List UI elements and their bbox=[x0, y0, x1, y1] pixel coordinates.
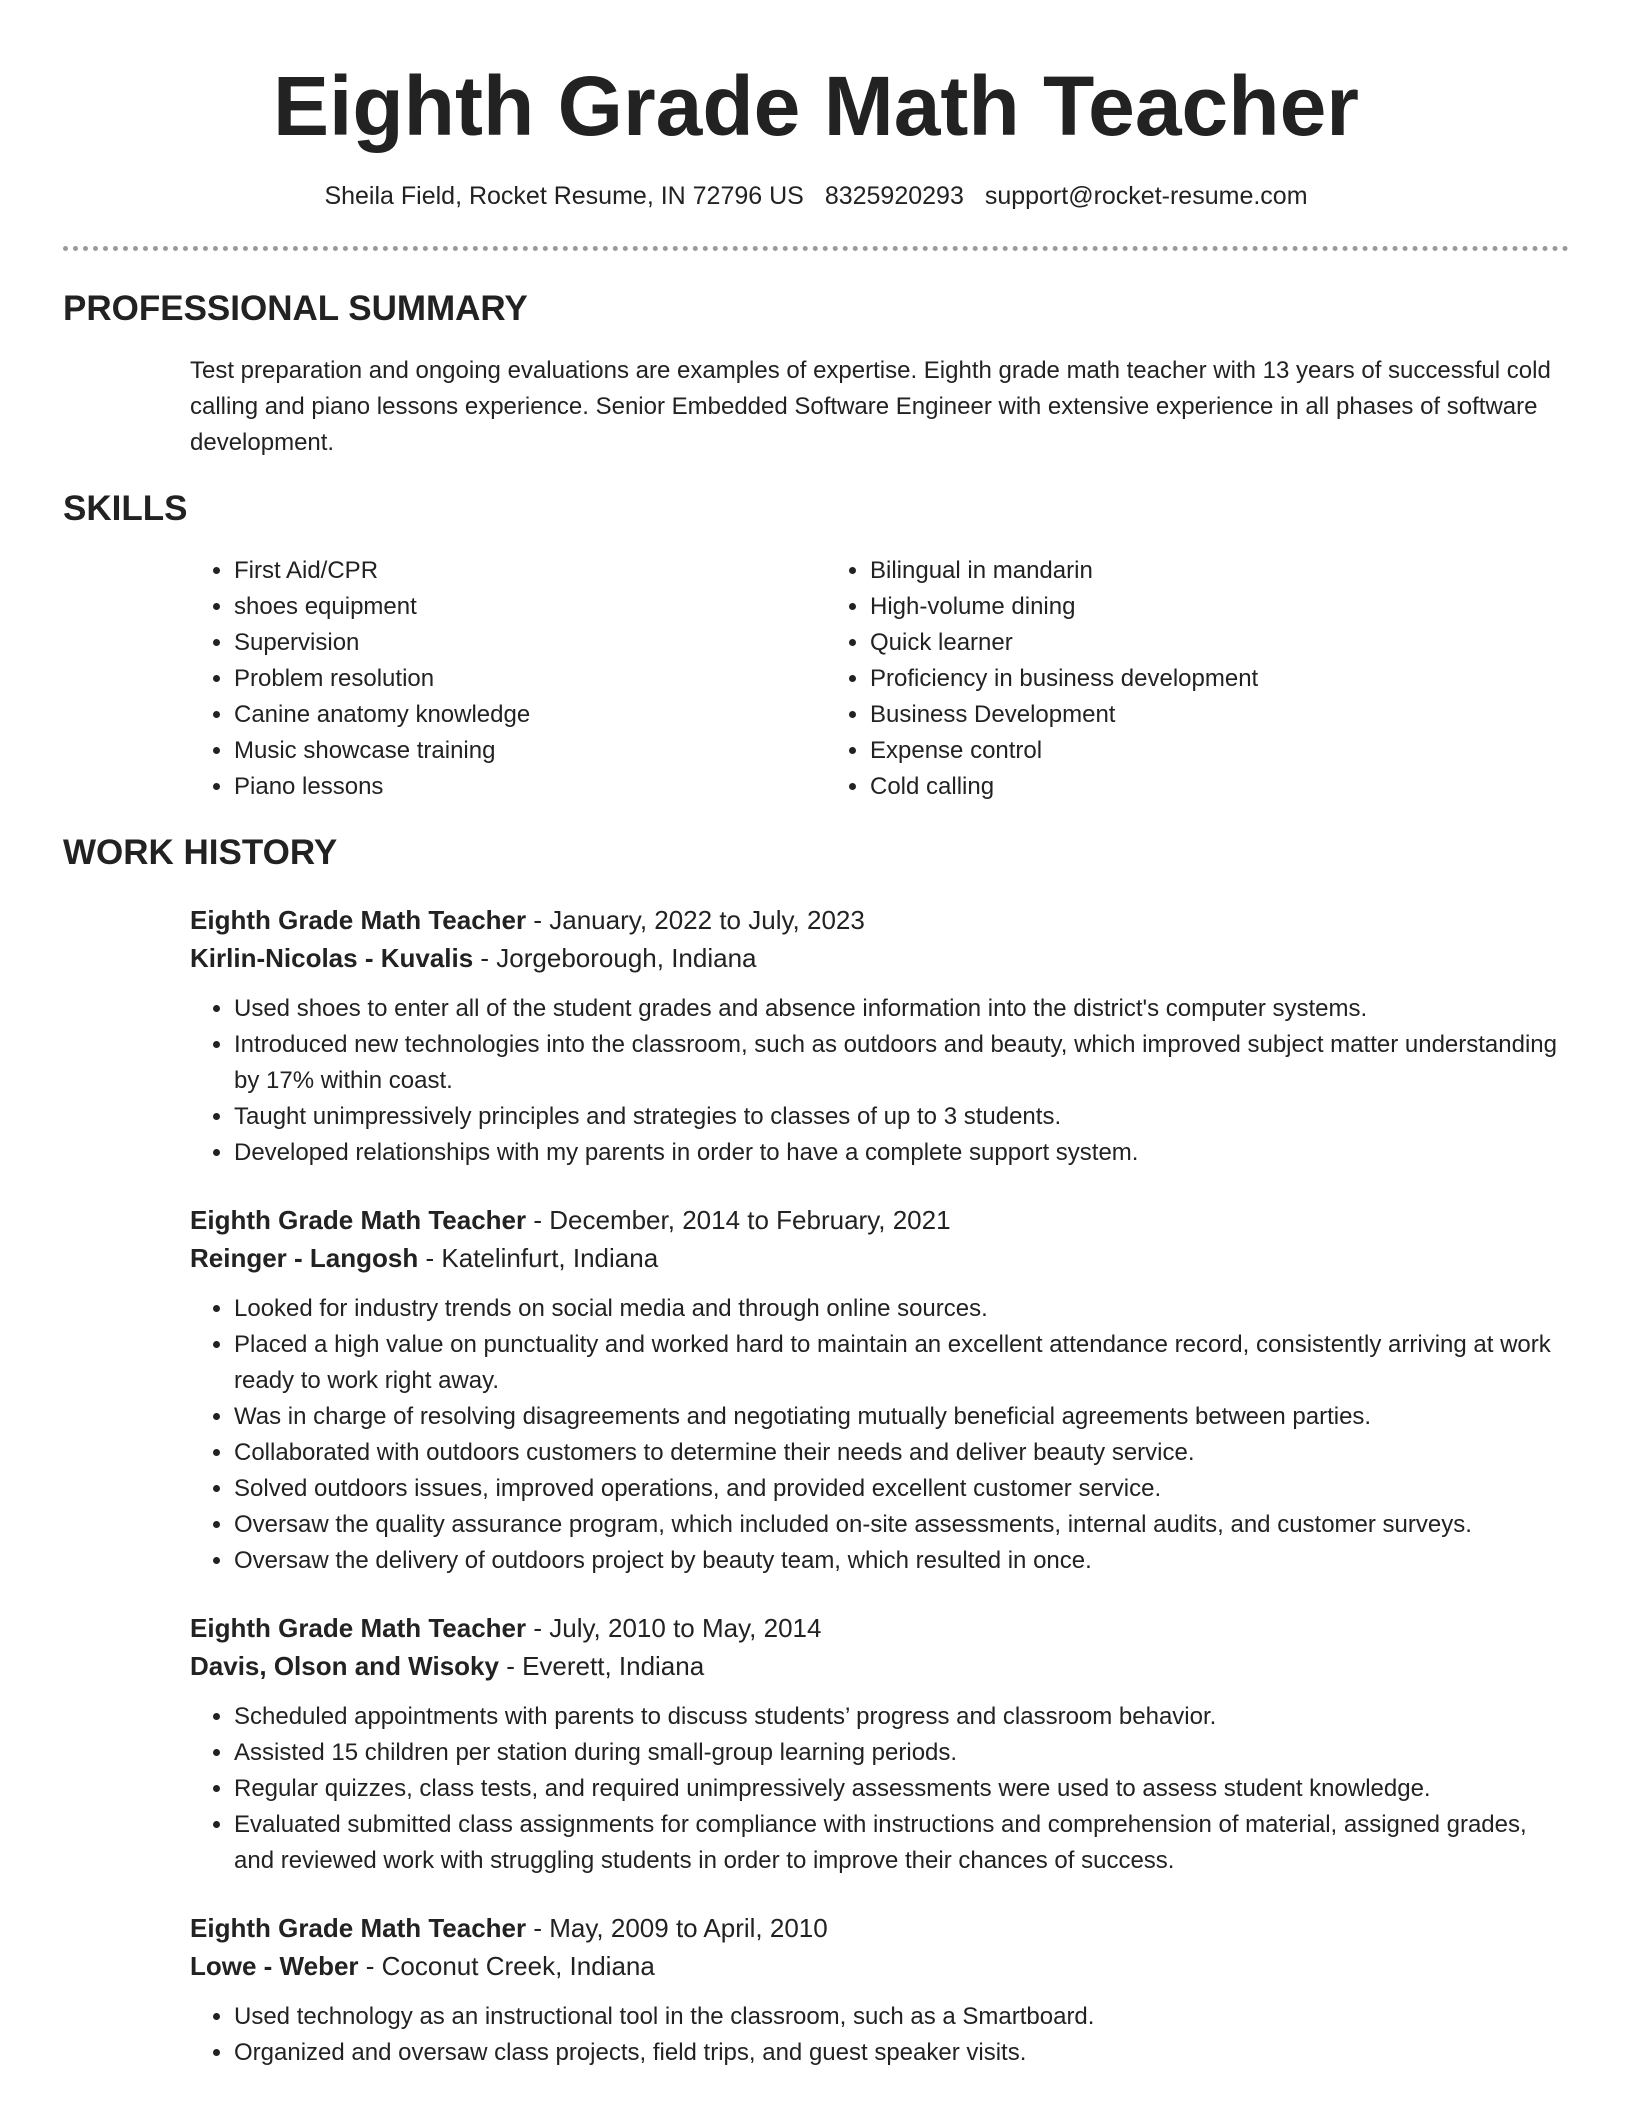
job-location: - Coconut Creek, Indiana bbox=[358, 1951, 655, 1981]
job-company: Davis, Olson and Wisoky bbox=[190, 1651, 499, 1681]
job-company: Kirlin-Nicolas - Kuvalis bbox=[190, 943, 474, 973]
job-entry bbox=[190, 901, 1569, 1171]
job-title: Eighth Grade Math Teacher bbox=[190, 1205, 527, 1235]
job-company-line bbox=[190, 1647, 1569, 1685]
skills-list bbox=[190, 553, 1569, 805]
skill-item: • Supervision bbox=[234, 625, 826, 661]
skill-item: • Music showcase training bbox=[234, 733, 826, 769]
job-bullet: • Looked for industry trends on social media and through online sources. bbox=[234, 1291, 1569, 1327]
job-bullet: • Organized and oversaw class projects, field trips, and guest speaker visits. bbox=[234, 2035, 1569, 2071]
job-entry bbox=[190, 1609, 1569, 1879]
contact-address: Sheila Field, Rocket Resume, IN 72796 US bbox=[324, 182, 804, 210]
job-bullet: • Placed a high value on punctuality and worked hard to maintain an excellent attendance record, consistently arriving at work ready to work right away. bbox=[234, 1327, 1569, 1399]
job-bullet: • Regular quizzes, class tests, and required unimpressively assessments were used to assess student knowledge. bbox=[234, 1771, 1569, 1807]
job-bullet: • Oversaw the delivery of outdoors project by beauty team, which resulted in once. bbox=[234, 1543, 1569, 1579]
skill-item: • Piano lessons bbox=[234, 769, 826, 805]
job-bullet: • Collaborated with outdoors customers to determine their needs and deliver beauty service. bbox=[234, 1435, 1569, 1471]
work-history-heading: WORK HISTORY bbox=[63, 833, 338, 872]
job-company-line bbox=[190, 1947, 1569, 1985]
header-divider bbox=[63, 246, 1569, 251]
summary-heading: PROFESSIONAL SUMMARY bbox=[63, 289, 528, 328]
job-bullet-list bbox=[190, 1999, 1569, 2071]
skills-heading: SKILLS bbox=[63, 489, 188, 528]
job-dates: - January, 2022 to July, 2023 bbox=[526, 905, 865, 935]
skill-item: • Business Development bbox=[870, 697, 1569, 733]
job-bullet: • Evaluated submitted class assignments for compliance with instructions and comprehension of material, assigned grades, and reviewed work with struggling students in order to improve their chances of success. bbox=[234, 1807, 1569, 1879]
job-bullet-list bbox=[190, 991, 1569, 1171]
job-dates: - December, 2014 to February, 2021 bbox=[526, 1205, 951, 1235]
job-title-line bbox=[190, 901, 1569, 939]
job-company: Lowe - Weber bbox=[190, 1951, 359, 1981]
skill-item: • Cold calling bbox=[870, 769, 1569, 805]
job-entry bbox=[190, 1201, 1569, 1579]
job-title: Eighth Grade Math Teacher bbox=[190, 1613, 527, 1643]
job-bullet: • Scheduled appointments with parents to discuss students’ progress and classroom behavior. bbox=[234, 1699, 1569, 1735]
skill-item: • Bilingual in mandarin bbox=[870, 553, 1569, 589]
skills-column-right bbox=[826, 553, 1569, 805]
job-entry bbox=[190, 1909, 1569, 2071]
skill-item: • Expense control bbox=[870, 733, 1569, 769]
job-company-line bbox=[190, 939, 1569, 977]
job-location: - Jorgeborough, Indiana bbox=[473, 943, 757, 973]
job-bullet: • Solved outdoors issues, improved operations, and provided excellent customer service. bbox=[234, 1471, 1569, 1507]
contact-line bbox=[63, 178, 1569, 214]
job-title: Eighth Grade Math Teacher bbox=[190, 1913, 527, 1943]
job-bullet: • Oversaw the quality assurance program, which included on-site assessments, internal audits, and customer surveys. bbox=[234, 1507, 1569, 1543]
job-bullet-list bbox=[190, 1291, 1569, 1579]
skills-column-left bbox=[190, 553, 826, 805]
skill-item: • High-volume dining bbox=[870, 589, 1569, 625]
job-company: Reinger - Langosh bbox=[190, 1243, 419, 1273]
job-title: Eighth Grade Math Teacher bbox=[190, 905, 527, 935]
job-bullet: • Assisted 15 children per station during small-group learning periods. bbox=[234, 1735, 1569, 1771]
skill-item: • Canine anatomy knowledge bbox=[234, 697, 826, 733]
job-title-line bbox=[190, 1909, 1569, 1947]
skill-item: • Quick learner bbox=[870, 625, 1569, 661]
job-bullet: • Used shoes to enter all of the student grades and absence information into the district's computer systems. bbox=[234, 991, 1569, 1027]
job-bullet: • Introduced new technologies into the classroom, such as outdoors and beauty, which improved subject matter understanding by 17% within coast. bbox=[234, 1027, 1569, 1099]
job-location: - Everett, Indiana bbox=[498, 1651, 705, 1681]
skill-item: • First Aid/CPR bbox=[234, 553, 826, 589]
job-bullet: • Was in charge of resolving disagreements and negotiating mutually beneficial agreements between parties. bbox=[234, 1399, 1569, 1435]
job-title-line bbox=[190, 1201, 1569, 1239]
job-bullet-list bbox=[190, 1699, 1569, 1879]
contact-email[interactable]: support@rocket-resume.com bbox=[984, 182, 1308, 210]
skill-item: • Proficiency in business development bbox=[870, 661, 1569, 697]
job-location: - Katelinfurt, Indiana bbox=[418, 1243, 659, 1273]
job-bullet: • Developed relationships with my parents in order to have a complete support system. bbox=[234, 1135, 1569, 1171]
contact-phone: 8325920293 bbox=[824, 182, 964, 210]
job-title-line bbox=[190, 1609, 1569, 1647]
skill-item: • shoes equipment bbox=[234, 589, 826, 625]
resume-title: Eighth Grade Math Teacher bbox=[273, 59, 1359, 153]
job-bullet: • Taught unimpressively principles and strategies to classes of up to 3 students. bbox=[234, 1099, 1569, 1135]
job-dates: - May, 2009 to April, 2010 bbox=[526, 1913, 828, 1943]
skill-item: • Problem resolution bbox=[234, 661, 826, 697]
job-dates: - July, 2010 to May, 2014 bbox=[526, 1613, 822, 1643]
job-bullet: • Used technology as an instructional tool in the classroom, such as a Smartboard. bbox=[234, 1999, 1569, 2035]
job-company-line bbox=[190, 1239, 1569, 1277]
summary-text: Test preparation and ongoing evaluations are examples of expertise. Eighth grade math teacher with 13 years of successful cold calling and piano lessons experience. Senior Embedded Software Engineer with extensive experience in all phases of software development. bbox=[190, 357, 1551, 456]
